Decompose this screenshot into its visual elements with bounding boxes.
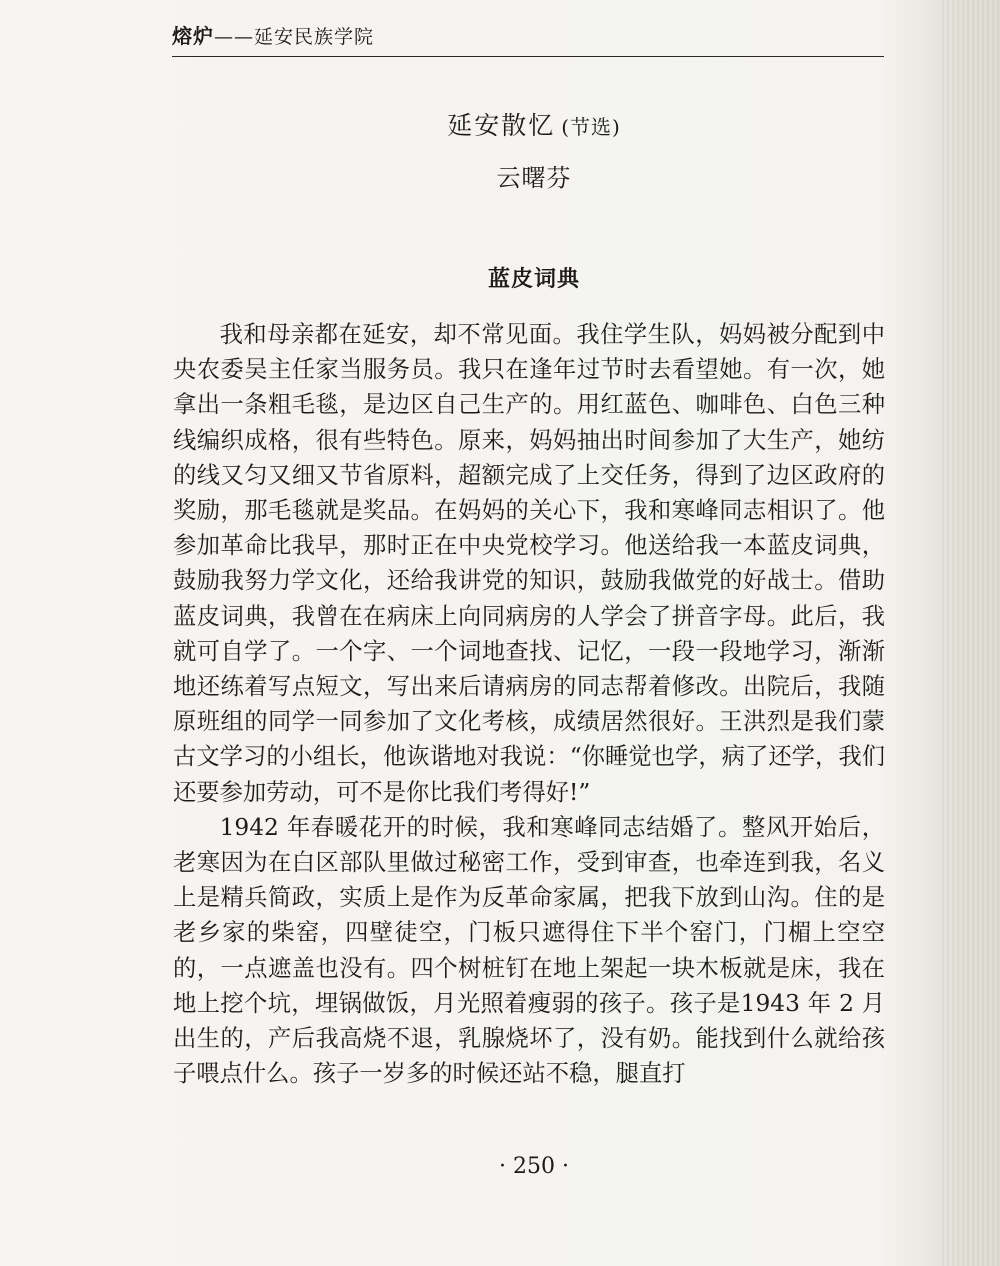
running-head-subtitle: 延安民族学院: [254, 26, 375, 48]
page-edge-shadow: [940, 0, 1000, 1266]
running-head-book-title: 熔炉: [172, 24, 214, 48]
article-author: 云曙芬: [496, 164, 572, 192]
article-body: [173, 317, 885, 1091]
article-title: [172, 106, 896, 142]
running-head-separator: ——: [214, 26, 254, 48]
paragraph-2: 1942 年春暖花开的时候，我和寒峰同志结婚了。整风开始后，老寒因为在白区部队里做过秘密工作，受到审查，也牵连到我，名义上是精兵简政，实质上是作为反革命家属，把我下放到山沟。住的是老乡家的柴窑，四壁徒空，门板只遮得住下半个窑门，门楣上空空的，一点遮盖也没有。四个树桩钉在地上架起一块木板就是床，我在地上挖个坑，埋锅做饭，月光照着瘦弱的孩子。孩子是1943 年 2 月出生的，产后我高烧不退，乳腺烧坏了，没有奶。能找到什么就给孩子喂点什么。孩子一岁多的时候还站不稳，腿直打: [173, 813, 885, 1088]
article-title-note: (节选): [561, 115, 621, 139]
header-rule: [172, 56, 884, 57]
paragraph-1: 我和母亲都在延安，却不常见面。我住学生队，妈妈被分配到中央农委吴主任家当服务员。我只在逢年过节时去看望她。有一次，她拿出一条粗毛毯，是边区自己生产的。用红蓝色、咖啡色、白色三种线编织成格，很有些特色。原来，妈妈抽出时间参加了大生产，她纺的线又匀又细又节省原料，超额完成了上交任务，得到了边区政府的奖励，那毛毯就是奖品。在妈妈的关心下，我和寒峰同志相识了。他参加革命比我早，那时正在中央党校学习。他送给我一本蓝皮词典，鼓励我努力学文化，还给我讲党的知识，鼓励我做党的好战士。借助蓝皮词典，我曾在在病床上向同病房的人学会了拼音字母。此后，我就可自学了。一个字、一个词地查找、记忆，一段一段地学习，渐渐地还练着写点短文，写出来后请病房的同志帮着修改。出院后，我随原班组的同学一同参加了文化考核，成绩居然很好。王洪烈是我们蒙古文学习的小组长，他诙谐地对我说：“你睡觉也学，病了还学，我们还要参加劳动，可不是你比我们考得好!”: [173, 321, 885, 806]
running-head: [172, 20, 882, 49]
page-number: · 250 ·: [499, 1154, 569, 1179]
section-title: 蓝皮词典: [487, 267, 580, 292]
article-title-text: 延安散忆: [447, 111, 556, 140]
